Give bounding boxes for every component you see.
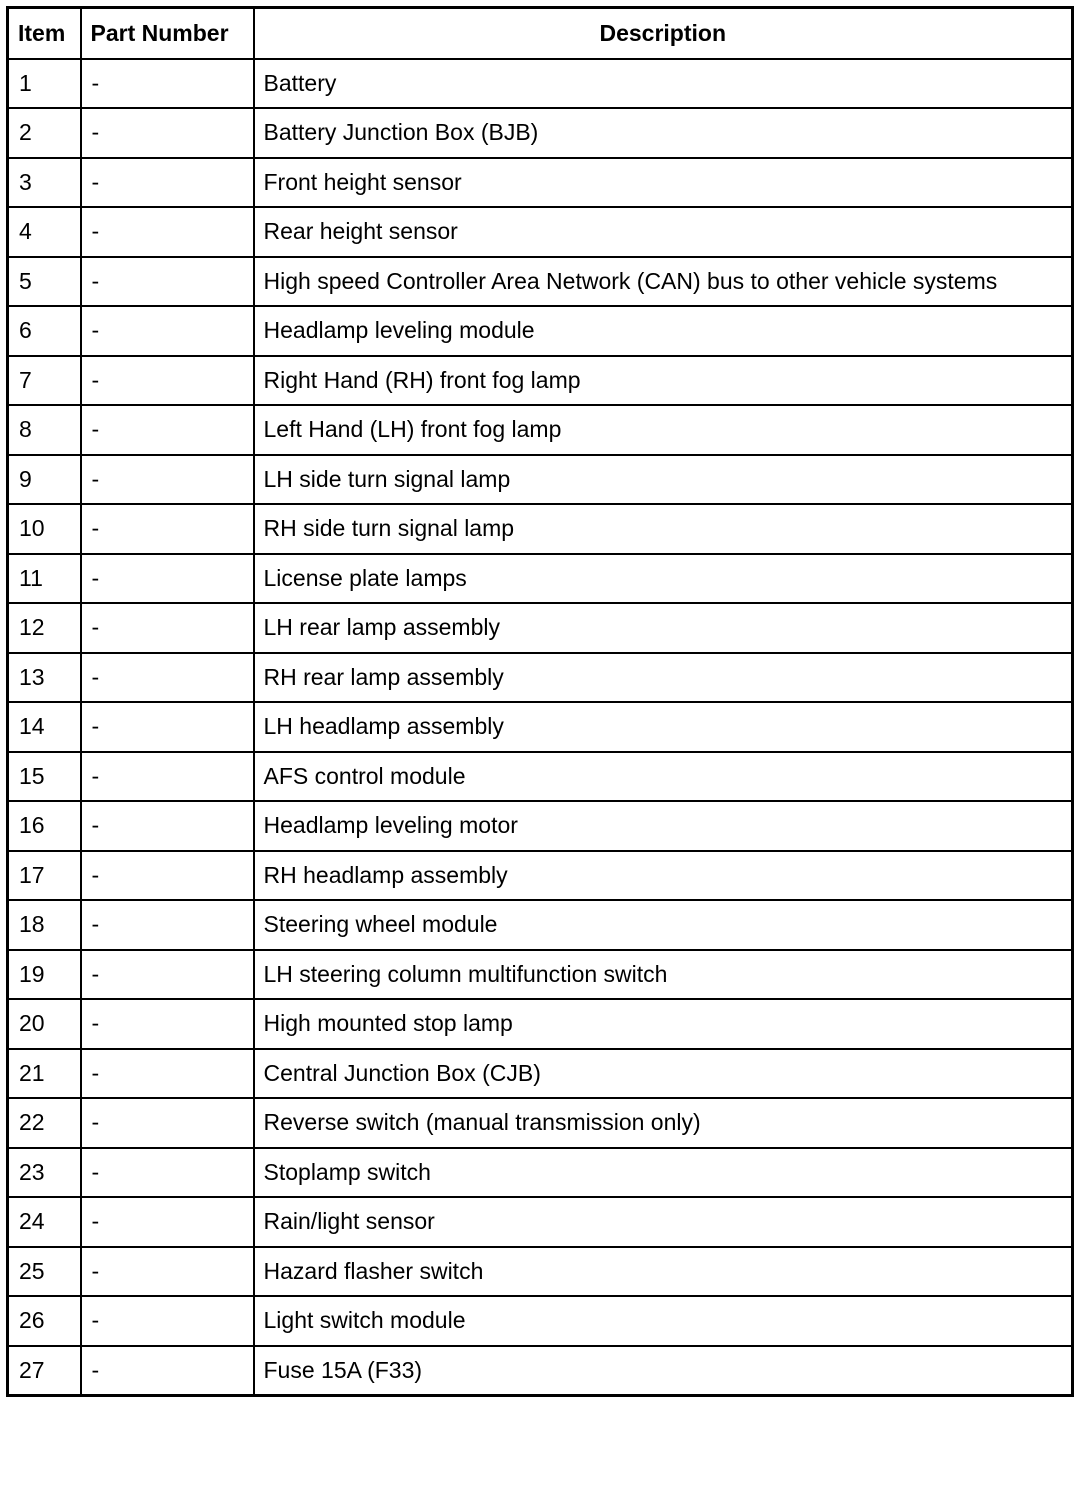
part-number-cell: - bbox=[81, 1346, 254, 1396]
table-row bbox=[8, 59, 1073, 109]
table-row bbox=[8, 900, 1073, 950]
item-cell: 6 bbox=[8, 306, 81, 356]
table-row bbox=[8, 257, 1073, 307]
part-number-cell: - bbox=[81, 158, 254, 208]
part-number-cell: - bbox=[81, 405, 254, 455]
part-number-cell: - bbox=[81, 1098, 254, 1148]
description-cell: AFS control module bbox=[254, 752, 1073, 802]
description-cell: Headlamp leveling module bbox=[254, 306, 1073, 356]
table-row bbox=[8, 158, 1073, 208]
table-row bbox=[8, 306, 1073, 356]
header-row bbox=[8, 8, 1073, 59]
description-cell: Rear height sensor bbox=[254, 207, 1073, 257]
item-cell: 15 bbox=[8, 752, 81, 802]
item-cell: 16 bbox=[8, 801, 81, 851]
description-cell: LH headlamp assembly bbox=[254, 702, 1073, 752]
description-cell: Stoplamp switch bbox=[254, 1148, 1073, 1198]
header-item: Item bbox=[8, 8, 81, 59]
item-cell: 13 bbox=[8, 653, 81, 703]
item-cell: 5 bbox=[8, 257, 81, 307]
description-cell: Central Junction Box (CJB) bbox=[254, 1049, 1073, 1099]
table-row bbox=[8, 999, 1073, 1049]
part-number-cell: - bbox=[81, 554, 254, 604]
table-row bbox=[8, 1296, 1073, 1346]
part-number-cell: - bbox=[81, 653, 254, 703]
parts-table bbox=[6, 6, 1074, 1397]
part-number-cell: - bbox=[81, 356, 254, 406]
description-cell: License plate lamps bbox=[254, 554, 1073, 604]
part-number-cell: - bbox=[81, 900, 254, 950]
description-cell: RH side turn signal lamp bbox=[254, 504, 1073, 554]
item-cell: 8 bbox=[8, 405, 81, 455]
table-row bbox=[8, 702, 1073, 752]
item-cell: 18 bbox=[8, 900, 81, 950]
description-cell: High mounted stop lamp bbox=[254, 999, 1073, 1049]
item-cell: 10 bbox=[8, 504, 81, 554]
table-row bbox=[8, 752, 1073, 802]
description-cell: LH rear lamp assembly bbox=[254, 603, 1073, 653]
item-cell: 20 bbox=[8, 999, 81, 1049]
part-number-cell: - bbox=[81, 59, 254, 109]
header-part-number: Part Number bbox=[81, 8, 254, 59]
item-cell: 23 bbox=[8, 1148, 81, 1198]
item-cell: 1 bbox=[8, 59, 81, 109]
table-row bbox=[8, 108, 1073, 158]
table-row bbox=[8, 653, 1073, 703]
description-cell: Battery bbox=[254, 59, 1073, 109]
table-row bbox=[8, 356, 1073, 406]
item-cell: 4 bbox=[8, 207, 81, 257]
table-row bbox=[8, 603, 1073, 653]
table-row bbox=[8, 504, 1073, 554]
description-cell: LH steering column multifunction switch bbox=[254, 950, 1073, 1000]
table-row bbox=[8, 1049, 1073, 1099]
header-description: Description bbox=[254, 8, 1073, 59]
description-cell: Battery Junction Box (BJB) bbox=[254, 108, 1073, 158]
item-cell: 22 bbox=[8, 1098, 81, 1148]
table-row bbox=[8, 801, 1073, 851]
table-body bbox=[8, 59, 1073, 1396]
description-cell: RH headlamp assembly bbox=[254, 851, 1073, 901]
item-cell: 17 bbox=[8, 851, 81, 901]
table-row bbox=[8, 405, 1073, 455]
part-number-cell: - bbox=[81, 950, 254, 1000]
item-cell: 24 bbox=[8, 1197, 81, 1247]
table-row bbox=[8, 1247, 1073, 1297]
part-number-cell: - bbox=[81, 801, 254, 851]
description-cell: Light switch module bbox=[254, 1296, 1073, 1346]
table-row bbox=[8, 1346, 1073, 1396]
table-row bbox=[8, 1148, 1073, 1198]
item-cell: 25 bbox=[8, 1247, 81, 1297]
item-cell: 3 bbox=[8, 158, 81, 208]
description-cell: High speed Controller Area Network (CAN) bus to other vehicle systems bbox=[254, 257, 1073, 307]
item-cell: 14 bbox=[8, 702, 81, 752]
part-number-cell: - bbox=[81, 603, 254, 653]
table-row bbox=[8, 1197, 1073, 1247]
part-number-cell: - bbox=[81, 207, 254, 257]
table-row bbox=[8, 950, 1073, 1000]
description-cell: Reverse switch (manual transmission only) bbox=[254, 1098, 1073, 1148]
item-cell: 7 bbox=[8, 356, 81, 406]
part-number-cell: - bbox=[81, 257, 254, 307]
description-cell: Fuse 15A (F33) bbox=[254, 1346, 1073, 1396]
part-number-cell: - bbox=[81, 1148, 254, 1198]
table-header bbox=[8, 8, 1073, 59]
item-cell: 9 bbox=[8, 455, 81, 505]
description-cell: Left Hand (LH) front fog lamp bbox=[254, 405, 1073, 455]
part-number-cell: - bbox=[81, 702, 254, 752]
table-row bbox=[8, 554, 1073, 604]
item-cell: 27 bbox=[8, 1346, 81, 1396]
item-cell: 11 bbox=[8, 554, 81, 604]
table-row bbox=[8, 851, 1073, 901]
part-number-cell: - bbox=[81, 306, 254, 356]
part-number-cell: - bbox=[81, 108, 254, 158]
description-cell: Headlamp leveling motor bbox=[254, 801, 1073, 851]
part-number-cell: - bbox=[81, 1197, 254, 1247]
description-cell: Right Hand (RH) front fog lamp bbox=[254, 356, 1073, 406]
table-row bbox=[8, 207, 1073, 257]
description-cell: Rain/light sensor bbox=[254, 1197, 1073, 1247]
part-number-cell: - bbox=[81, 999, 254, 1049]
part-number-cell: - bbox=[81, 1049, 254, 1099]
item-cell: 26 bbox=[8, 1296, 81, 1346]
item-cell: 19 bbox=[8, 950, 81, 1000]
item-cell: 21 bbox=[8, 1049, 81, 1099]
description-cell: Hazard flasher switch bbox=[254, 1247, 1073, 1297]
part-number-cell: - bbox=[81, 1296, 254, 1346]
description-cell: Front height sensor bbox=[254, 158, 1073, 208]
part-number-cell: - bbox=[81, 504, 254, 554]
table-row bbox=[8, 455, 1073, 505]
part-number-cell: - bbox=[81, 851, 254, 901]
item-cell: 2 bbox=[8, 108, 81, 158]
description-cell: Steering wheel module bbox=[254, 900, 1073, 950]
description-cell: RH rear lamp assembly bbox=[254, 653, 1073, 703]
part-number-cell: - bbox=[81, 752, 254, 802]
part-number-cell: - bbox=[81, 1247, 254, 1297]
part-number-cell: - bbox=[81, 455, 254, 505]
item-cell: 12 bbox=[8, 603, 81, 653]
description-cell: LH side turn signal lamp bbox=[254, 455, 1073, 505]
table-row bbox=[8, 1098, 1073, 1148]
